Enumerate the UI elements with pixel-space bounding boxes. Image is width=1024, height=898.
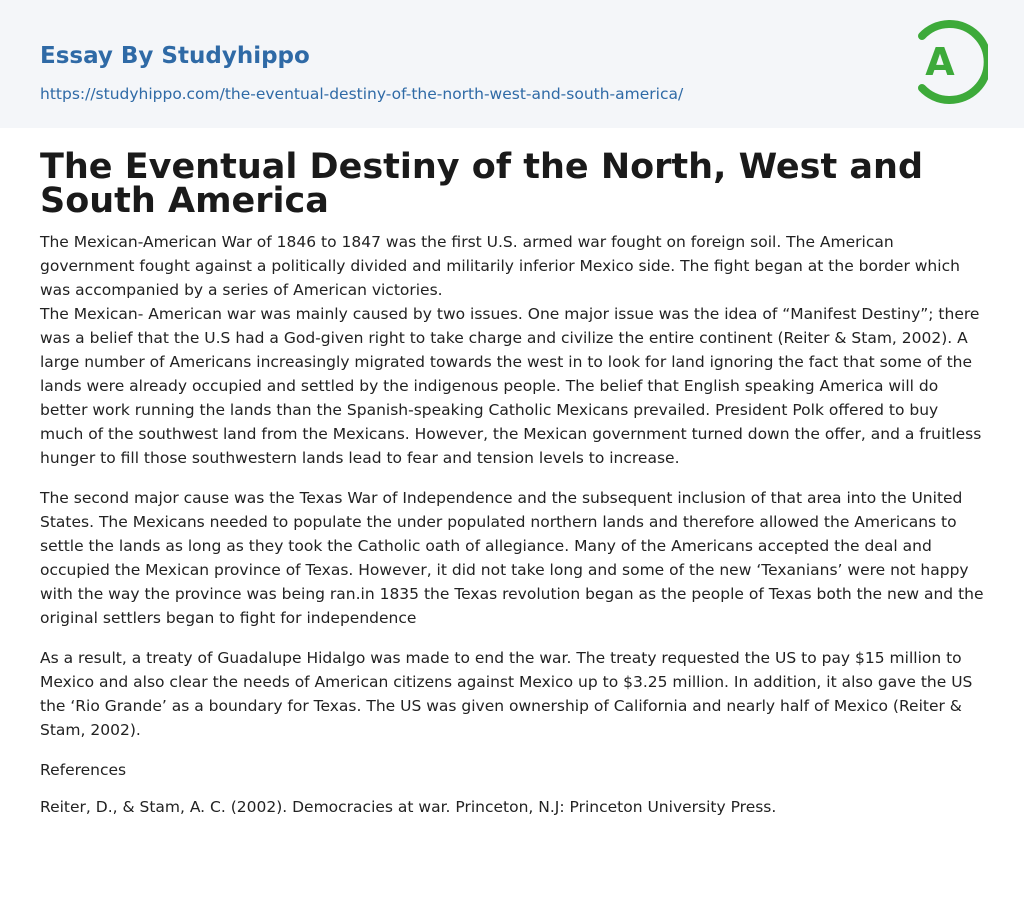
brand-title: Essay By Studyhippo <box>40 43 310 69</box>
source-url-link[interactable]: https://studyhippo.com/the-eventual-destiny-of-the-north-west-and-south-america/ <box>40 85 684 103</box>
article-paragraph: As a result, a treaty of Guadalupe Hidalgo was made to end the war. The treaty requested the US to pay $15 million to Mexico and also clear the needs of American citizens against Mexico up to $3.25 million. In addition, it also gave the US the ‘Rio Grande’ as a boundary for Texas. The US was given ownership of California and nearly half of Mexico (Reiter & Stam, 2002). <box>40 649 973 739</box>
logo-letter: A <box>925 40 955 84</box>
letter-a-circle-logo-icon[interactable] <box>912 18 988 106</box>
site-header <box>0 0 1024 128</box>
article-paragraph: The second major cause was the Texas War of Independence and the subsequent inclusion of that area into the United States. The Mexicans needed to populate the under populated northern lands and therefore allowed the Americans to settle the lands as long as they took the Catholic oath of allegiance. Many of the Americans accepted the deal and occupied the Mexican province of Texas. However, it did not take long and some of the new ‘Texanians’ were not happy with the way the province was being ran.in 1835 the Texas revolution began as the people of Texas both the new and the original settlers began to fight for independence <box>40 489 984 627</box>
article-content <box>40 147 985 819</box>
article-paragraph: The Mexican-American War of 1846 to 1847 was the first U.S. armed war fought on foreign soil. The American government fought against a politically divided and militarily inferior Mexico side. The fight began at the border which was accompanied by a series of American victories. <box>40 233 960 299</box>
references-heading: References <box>40 761 127 779</box>
reference-item: Reiter, D., & Stam, A. C. (2002). Democracies at war. Princeton, N.J: Princeton University Press. <box>40 798 777 816</box>
article-paragraph: The Mexican- American war was mainly caused by two issues. One major issue was the idea of “Manifest Destiny”; there was a belief that the U.S had a God-given right to take charge and civilize the entire continent (Reiter & Stam, 2002). A large number of Americans increasingly migrated towards the west in to look for land ignoring the fact that some of the lands were already occupied and settled by the indigenous people. The belief that English speaking America will do better work running the lands than the Spanish-speaking Catholic Mexicans prevailed. President Polk offered to buy much of the southwest land from the Mexicans. However, the Mexican government turned down the offer, and a fruitless hunger to fill those southwestern lands lead to fear and tension levels to increase. <box>40 305 982 467</box>
page-title: The Eventual Destiny of the North, West and South America <box>40 147 923 221</box>
